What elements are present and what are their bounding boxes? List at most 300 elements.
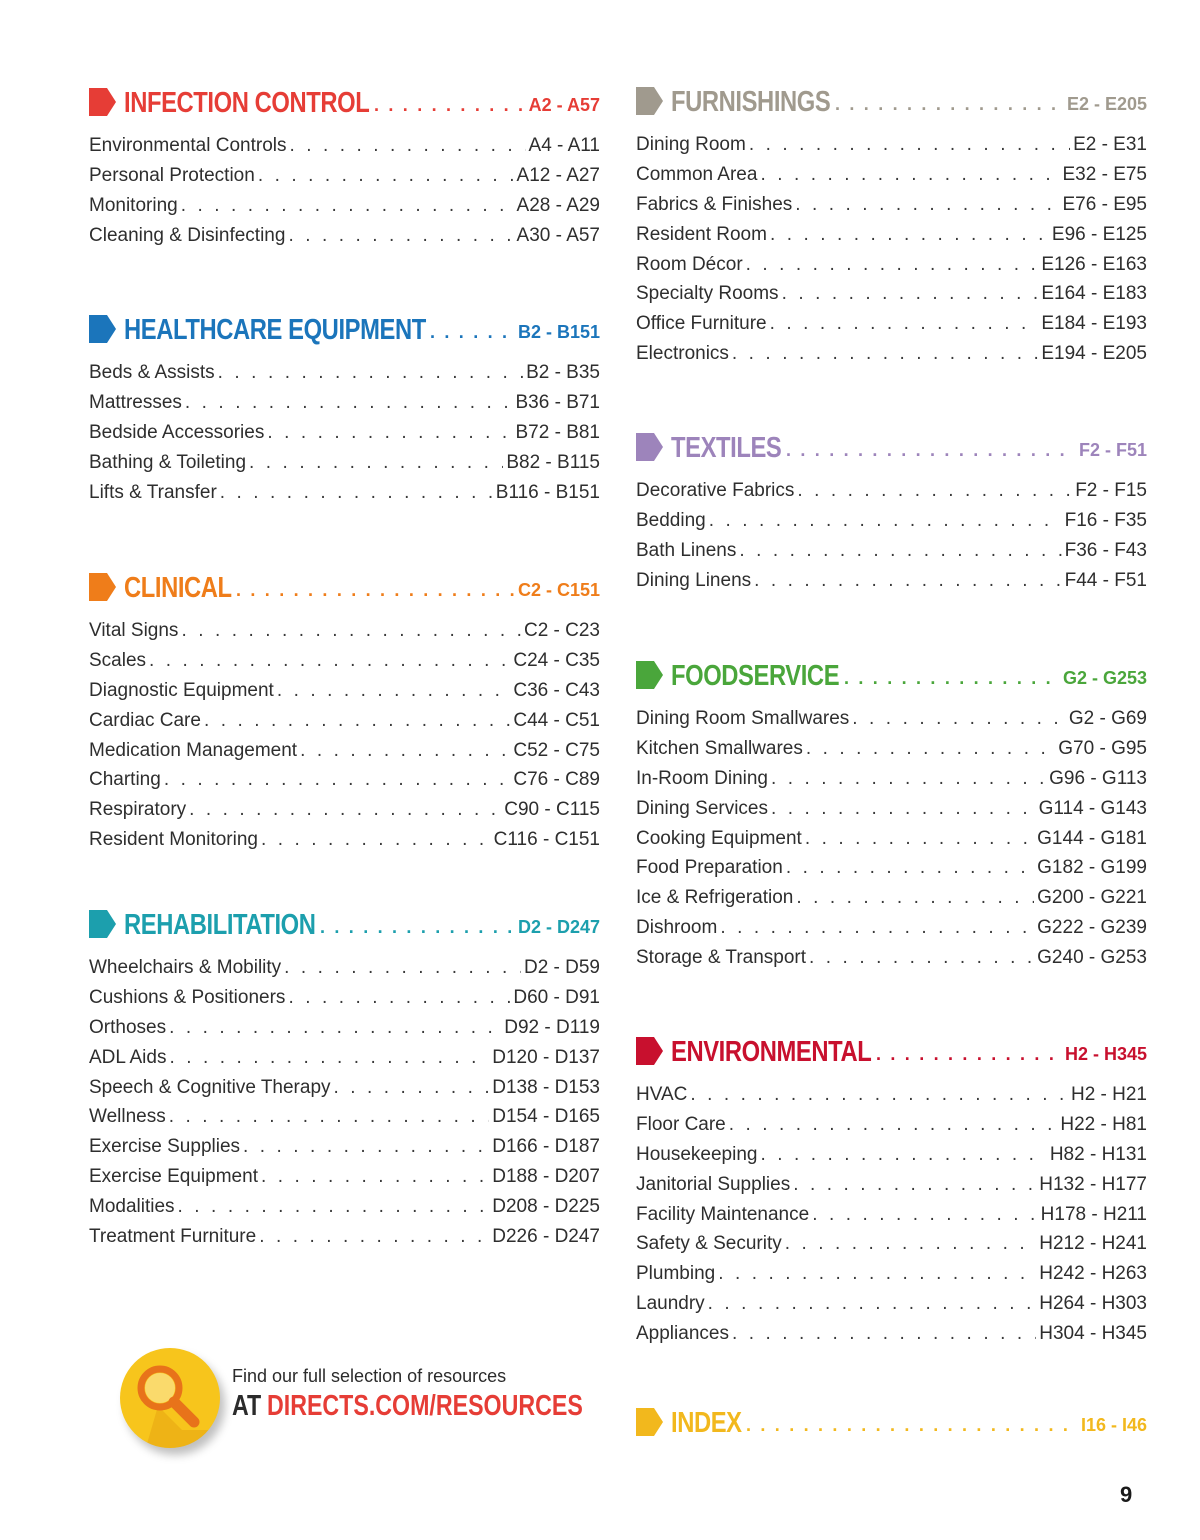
toc-item-floor-care[interactable] bbox=[636, 1110, 1147, 1140]
section-page-range: F2 - F51 bbox=[1078, 440, 1147, 460]
toc-item-page-range: D226 - D247 bbox=[492, 1226, 600, 1248]
dot-leader bbox=[267, 418, 512, 448]
toc-item-cushions-and-positioners[interactable] bbox=[89, 983, 600, 1013]
toc-item-label: Cooking Equipment bbox=[636, 827, 802, 849]
dot-leader bbox=[220, 478, 493, 508]
dot-leader bbox=[204, 706, 510, 736]
toc-item-wheelchairs-and-mobility[interactable] bbox=[89, 953, 600, 983]
toc-item-resident-monitoring[interactable] bbox=[89, 825, 600, 855]
toc-item-page-range: E194 - E205 bbox=[1041, 343, 1147, 365]
section-title-wrap bbox=[671, 659, 840, 693]
section-flag-icon bbox=[636, 433, 663, 461]
toc-item-label: Environmental Controls bbox=[89, 135, 287, 156]
section-infection-control bbox=[89, 80, 600, 251]
toc-item-page-range: A30 - A57 bbox=[516, 224, 600, 246]
toc-item-label: Speech & Cognitive Therapy bbox=[89, 1076, 331, 1098]
section-header[interactable] bbox=[89, 80, 600, 120]
dot-leader bbox=[261, 1162, 489, 1192]
dot-leader bbox=[169, 1013, 501, 1043]
toc-item-label: Facility Maintenance bbox=[636, 1203, 810, 1225]
section-healthcare-equipment bbox=[89, 307, 600, 507]
dot-leader bbox=[805, 824, 1034, 854]
dot-leader bbox=[178, 1192, 490, 1222]
toc-item-bathing-and-toileting[interactable] bbox=[89, 448, 600, 478]
toc-item-page-range: H304 - H345 bbox=[1039, 1323, 1147, 1345]
section-title: FOODSERVICE bbox=[671, 660, 840, 692]
section-item-list bbox=[636, 1080, 1147, 1349]
toc-item-label: Housekeeping bbox=[636, 1143, 758, 1165]
toc-item-laundry[interactable] bbox=[636, 1289, 1147, 1319]
dot-leader bbox=[261, 825, 491, 855]
toc-item-label: HVAC bbox=[636, 1084, 688, 1105]
toc-item-room-d-cor[interactable] bbox=[636, 250, 1147, 280]
toc-item-storage-and-transport[interactable] bbox=[636, 943, 1147, 973]
toc-item-lifts-and-transfer[interactable] bbox=[89, 478, 600, 508]
toc-item-label: Ice & Refrigeration bbox=[636, 887, 794, 909]
section-title: TEXTILES bbox=[671, 432, 782, 464]
toc-item-food-preparation[interactable] bbox=[636, 853, 1147, 883]
toc-item-label: Dishroom bbox=[636, 917, 718, 939]
toc-item-safety-and-security[interactable] bbox=[636, 1229, 1147, 1259]
toc-item-page-range: H132 - H177 bbox=[1039, 1173, 1147, 1195]
dot-leader bbox=[169, 1102, 490, 1132]
dot-leader bbox=[185, 388, 513, 418]
toc-item-vital-signs[interactable] bbox=[89, 616, 600, 646]
toc-item-dishroom[interactable] bbox=[636, 913, 1147, 943]
toc-item-bath-linens[interactable] bbox=[636, 536, 1147, 566]
section-title: INFECTION CONTROL bbox=[124, 87, 370, 119]
section-header[interactable] bbox=[636, 425, 1147, 465]
dot-leader bbox=[334, 1073, 490, 1103]
toc-item-label: Dining Linens bbox=[636, 569, 752, 591]
dot-leader bbox=[835, 93, 1063, 115]
toc-item-page-range: C116 - C151 bbox=[493, 829, 600, 851]
dot-leader bbox=[374, 94, 525, 116]
section-title: FURNISHINGS bbox=[671, 86, 831, 118]
dot-leader bbox=[218, 358, 523, 388]
toc-item-facility-maintenance[interactable] bbox=[636, 1200, 1147, 1230]
resources-at: AT bbox=[232, 1390, 262, 1422]
toc-item-page-range: E32 - E75 bbox=[1062, 163, 1147, 185]
dot-leader bbox=[718, 1259, 1036, 1289]
section-item-list bbox=[89, 358, 600, 507]
section-title-wrap bbox=[671, 1406, 742, 1440]
section-item-list bbox=[89, 953, 600, 1252]
dot-leader bbox=[786, 853, 1034, 883]
toc-item-page-range: F36 - F43 bbox=[1064, 539, 1147, 561]
toc-item-resident-room[interactable] bbox=[636, 220, 1147, 250]
section-clinical bbox=[89, 565, 600, 855]
toc-item-page-range: B2 - B35 bbox=[526, 362, 600, 383]
resources-callout[interactable] bbox=[118, 1346, 583, 1456]
toc-item-label: Modalities bbox=[89, 1196, 175, 1218]
toc-item-specialty-rooms[interactable] bbox=[636, 279, 1147, 309]
toc-item-page-range: H242 - H263 bbox=[1039, 1263, 1147, 1285]
dot-leader bbox=[300, 736, 510, 766]
toc-item-page-range: A4 - A11 bbox=[528, 135, 600, 156]
toc-item-label: Bedding bbox=[636, 509, 706, 531]
dot-leader bbox=[243, 1132, 489, 1162]
dot-leader bbox=[181, 616, 521, 646]
section-page-range: C2 - C151 bbox=[517, 580, 600, 600]
toc-item-beds-and-assists[interactable] bbox=[89, 358, 600, 388]
toc-item-label: Bathing & Toileting bbox=[89, 451, 247, 473]
toc-item-label: Storage & Transport bbox=[636, 947, 807, 969]
section-textiles bbox=[636, 425, 1147, 596]
toc-item-page-range: B36 - B71 bbox=[515, 391, 600, 413]
toc-item-label: Lifts & Transfer bbox=[89, 481, 217, 503]
toc-item-dining-linens[interactable] bbox=[636, 566, 1147, 596]
dot-leader bbox=[430, 321, 514, 343]
section-header[interactable] bbox=[636, 1029, 1147, 1069]
toc-item-page-range: G96 - G113 bbox=[1049, 767, 1147, 789]
toc-item-label: Common Area bbox=[636, 163, 758, 185]
section-page-range: I16 - I46 bbox=[1080, 1415, 1147, 1435]
section-flag-icon bbox=[89, 910, 116, 938]
toc-item-page-range: B116 - B151 bbox=[495, 481, 600, 503]
section-header[interactable] bbox=[636, 1400, 1147, 1440]
toc-item-page-range: H178 - H211 bbox=[1040, 1203, 1147, 1225]
dot-leader bbox=[770, 309, 1039, 339]
dot-leader bbox=[793, 1170, 1036, 1200]
toc-item-page-range: H212 - H241 bbox=[1039, 1233, 1147, 1255]
toc-item-page-range: C24 - C35 bbox=[513, 649, 600, 671]
section-title-wrap bbox=[124, 908, 316, 942]
section-page-range: D2 - D247 bbox=[517, 917, 600, 937]
dot-leader bbox=[277, 676, 511, 706]
toc-item-page-range: D92 - D119 bbox=[504, 1016, 600, 1038]
toc-item-medication-management[interactable] bbox=[89, 736, 600, 766]
section-environmental bbox=[636, 1029, 1147, 1349]
toc-item-office-furniture[interactable] bbox=[636, 309, 1147, 339]
dot-leader bbox=[797, 476, 1072, 506]
toc-item-modalities[interactable] bbox=[89, 1192, 600, 1222]
dot-leader bbox=[720, 913, 1034, 943]
toc-item-bedding[interactable] bbox=[636, 506, 1147, 536]
section-title-wrap bbox=[671, 1035, 872, 1069]
dot-leader bbox=[760, 1140, 1046, 1170]
toc-item-hvac[interactable] bbox=[636, 1080, 1147, 1110]
dot-leader bbox=[258, 161, 514, 191]
toc-item-page-range: C52 - C75 bbox=[513, 739, 600, 761]
dot-leader bbox=[288, 983, 510, 1013]
toc-item-monitoring[interactable] bbox=[89, 191, 600, 221]
toc-item-in-room-dining[interactable] bbox=[636, 764, 1147, 794]
toc-item-label: Specialty Rooms bbox=[636, 283, 779, 305]
section-flag-icon bbox=[89, 88, 116, 116]
dot-leader bbox=[732, 339, 1038, 369]
toc-item-cardiac-care[interactable] bbox=[89, 706, 600, 736]
toc-item-page-range: F2 - F15 bbox=[1075, 480, 1147, 501]
toc-item-label: Mattresses bbox=[89, 391, 182, 413]
dot-leader bbox=[760, 160, 1059, 190]
toc-item-fabrics-and-finishes[interactable] bbox=[636, 190, 1147, 220]
toc-item-page-range: D120 - D137 bbox=[492, 1046, 600, 1068]
section-header[interactable] bbox=[89, 565, 600, 605]
toc-item-page-range: E126 - E163 bbox=[1041, 253, 1147, 275]
toc-item-label: ADL Aids bbox=[89, 1046, 167, 1068]
toc-item-page-range: D208 - D225 bbox=[492, 1196, 600, 1218]
toc-item-page-range: H2 - H21 bbox=[1070, 1084, 1147, 1105]
toc-item-label: Dining Room bbox=[636, 134, 746, 155]
section-foodservice bbox=[636, 653, 1147, 973]
toc-item-label: Floor Care bbox=[636, 1113, 726, 1135]
toc-item-label: Resident Monitoring bbox=[89, 829, 258, 851]
dot-leader bbox=[785, 1229, 1037, 1259]
toc-item-janitorial-supplies[interactable] bbox=[636, 1170, 1147, 1200]
toc-item-page-range: H82 - H131 bbox=[1049, 1143, 1147, 1165]
section-item-list bbox=[636, 704, 1147, 973]
toc-item-page-range: C2 - C23 bbox=[523, 620, 600, 641]
page-number: 9 bbox=[1120, 1482, 1133, 1507]
section-header[interactable] bbox=[636, 79, 1147, 119]
toc-item-page-range: G2 - G69 bbox=[1068, 708, 1147, 729]
toc-item-charting[interactable] bbox=[89, 765, 600, 795]
toc-item-label: Fabrics & Finishes bbox=[636, 193, 793, 215]
toc-item-page-range: F44 - F51 bbox=[1064, 569, 1147, 591]
toc-item-speech-and-cognitive-therapy[interactable] bbox=[89, 1073, 600, 1103]
toc-item-page-range: F16 - F35 bbox=[1064, 509, 1147, 531]
toc-item-environmental-controls[interactable] bbox=[89, 131, 600, 161]
magnifying-glass-icon bbox=[120, 1348, 220, 1448]
toc-item-label: Scales bbox=[89, 649, 147, 671]
toc-item-exercise-equipment[interactable] bbox=[89, 1162, 600, 1192]
dot-leader bbox=[749, 130, 1070, 160]
toc-item-label: Diagnostic Equipment bbox=[89, 679, 274, 701]
toc-item-page-range: G240 - G253 bbox=[1037, 947, 1147, 969]
resources-text: Find our full selection of resources bbox=[232, 1366, 507, 1386]
toc-item-page-range: G70 - G95 bbox=[1058, 737, 1147, 759]
toc-item-page-range: A28 - A29 bbox=[516, 194, 600, 216]
dot-leader bbox=[795, 190, 1059, 220]
section-page-range: G2 - G253 bbox=[1062, 668, 1147, 688]
dot-leader bbox=[249, 448, 503, 478]
section-header[interactable] bbox=[89, 307, 600, 347]
toc-item-label: Food Preparation bbox=[636, 857, 783, 879]
toc-item-plumbing[interactable] bbox=[636, 1259, 1147, 1289]
section-item-list bbox=[636, 130, 1147, 369]
toc-item-label: Electronics bbox=[636, 343, 729, 365]
toc-item-label: Resident Room bbox=[636, 223, 767, 245]
dot-leader bbox=[709, 506, 1062, 536]
dot-leader bbox=[770, 220, 1049, 250]
toc-item-common-area[interactable] bbox=[636, 160, 1147, 190]
dot-leader bbox=[732, 1319, 1036, 1349]
toc-item-wellness[interactable] bbox=[89, 1102, 600, 1132]
toc-item-label: Beds & Assists bbox=[89, 362, 215, 383]
toc-item-adl-aids[interactable] bbox=[89, 1043, 600, 1073]
toc-item-page-range: C90 - C115 bbox=[504, 799, 600, 821]
dot-leader bbox=[754, 566, 1061, 596]
toc-item-page-range: C76 - C89 bbox=[513, 769, 600, 791]
dot-leader bbox=[786, 439, 1075, 461]
toc-item-label: In-Room Dining bbox=[636, 767, 768, 789]
toc-item-label: Plumbing bbox=[636, 1263, 716, 1285]
toc-item-label: Wheelchairs & Mobility bbox=[89, 957, 282, 978]
dot-leader bbox=[796, 883, 1034, 913]
toc-item-label: Dining Room Smallwares bbox=[636, 708, 850, 729]
toc-item-page-range: D154 - D165 bbox=[492, 1106, 600, 1128]
dot-leader bbox=[771, 764, 1046, 794]
toc-item-page-range: G114 - G143 bbox=[1038, 797, 1147, 819]
dot-leader bbox=[782, 279, 1039, 309]
section-page-range: B2 - B151 bbox=[517, 322, 600, 342]
toc-item-page-range: H264 - H303 bbox=[1039, 1293, 1147, 1315]
section-item-list bbox=[89, 131, 600, 251]
toc-item-label: Charting bbox=[89, 769, 161, 791]
toc-item-decorative-fabrics[interactable] bbox=[636, 476, 1147, 506]
section-index bbox=[636, 1400, 1147, 1440]
toc-item-page-range: G144 - G181 bbox=[1037, 827, 1147, 849]
toc-item-label: Bedside Accessories bbox=[89, 421, 265, 443]
toc-item-page-range: E2 - E31 bbox=[1073, 134, 1147, 155]
toc-item-label: Personal Protection bbox=[89, 164, 255, 186]
dot-leader bbox=[812, 1200, 1037, 1230]
dot-leader bbox=[746, 250, 1039, 280]
dot-leader bbox=[149, 646, 510, 676]
toc-item-label: Monitoring bbox=[89, 194, 178, 216]
toc-item-label: Cushions & Positioners bbox=[89, 986, 286, 1008]
toc-item-page-range: E76 - E95 bbox=[1062, 193, 1147, 215]
toc-item-bedside-accessories[interactable] bbox=[89, 418, 600, 448]
toc-item-page-range: D2 - D59 bbox=[523, 957, 600, 978]
section-page-range: H2 - H345 bbox=[1064, 1044, 1147, 1064]
section-item-list bbox=[89, 616, 600, 855]
dot-leader bbox=[746, 1414, 1077, 1436]
section-flag-icon bbox=[636, 87, 663, 115]
toc-item-orthoses[interactable] bbox=[89, 1013, 600, 1043]
toc-item-cooking-equipment[interactable] bbox=[636, 824, 1147, 854]
toc-item-label: Exercise Supplies bbox=[89, 1136, 241, 1158]
section-title: INDEX bbox=[671, 1407, 742, 1439]
section-item-list bbox=[636, 476, 1147, 596]
toc-item-page-range: G182 - G199 bbox=[1037, 857, 1147, 879]
section-header[interactable] bbox=[636, 653, 1147, 693]
section-page-range: E2 - E205 bbox=[1066, 94, 1147, 114]
dot-leader bbox=[284, 953, 521, 983]
toc-item-respiratory[interactable] bbox=[89, 795, 600, 825]
dot-leader bbox=[844, 667, 1059, 689]
toc-item-label: Appliances bbox=[636, 1323, 729, 1345]
toc-item-label: Laundry bbox=[636, 1293, 705, 1315]
section-title: ENVIRONMENTAL bbox=[671, 1036, 872, 1068]
toc-item-label: Exercise Equipment bbox=[89, 1166, 258, 1188]
dot-leader bbox=[189, 795, 501, 825]
section-title-wrap bbox=[671, 431, 782, 465]
toc-item-label: Room Décor bbox=[636, 253, 743, 275]
toc-item-page-range: D166 - D187 bbox=[492, 1136, 600, 1158]
toc-item-page-range: C36 - C43 bbox=[513, 679, 600, 701]
dot-leader bbox=[809, 943, 1034, 973]
toc-item-electronics[interactable] bbox=[636, 339, 1147, 369]
section-flag-icon bbox=[89, 315, 116, 343]
section-title: HEALTHCARE EQUIPMENT bbox=[124, 314, 426, 346]
toc-item-label: Orthoses bbox=[89, 1016, 167, 1038]
toc-item-mattresses[interactable] bbox=[89, 388, 600, 418]
toc-item-label: Office Furniture bbox=[636, 313, 767, 335]
dot-leader bbox=[771, 794, 1036, 824]
dot-leader bbox=[739, 536, 1061, 566]
section-title-wrap bbox=[671, 85, 831, 119]
toc-item-appliances[interactable] bbox=[636, 1319, 1147, 1349]
toc-item-ice-and-refrigeration[interactable] bbox=[636, 883, 1147, 913]
dot-leader bbox=[320, 916, 514, 938]
section-page-range: A2 - A57 bbox=[528, 95, 600, 115]
dot-leader bbox=[852, 704, 1066, 734]
toc-item-page-range: E164 - E183 bbox=[1041, 283, 1147, 305]
toc-item-cleaning-and-disinfecting[interactable] bbox=[89, 221, 600, 251]
dot-leader bbox=[806, 734, 1055, 764]
toc-item-label: Cleaning & Disinfecting bbox=[89, 224, 286, 246]
section-title-wrap bbox=[124, 86, 370, 120]
toc-item-dining-room[interactable] bbox=[636, 130, 1147, 160]
resources-url-link[interactable]: DIRECTS.COM/RESOURCES bbox=[266, 1390, 583, 1422]
dot-leader bbox=[169, 1043, 489, 1073]
toc-item-dining-services[interactable] bbox=[636, 794, 1147, 824]
toc-item-scales[interactable] bbox=[89, 646, 600, 676]
toc-item-page-range: D60 - D91 bbox=[513, 986, 600, 1008]
toc-item-page-range: C44 - C51 bbox=[513, 709, 600, 731]
toc-item-treatment-furniture[interactable] bbox=[89, 1222, 600, 1252]
section-title-wrap bbox=[124, 571, 232, 605]
section-title: CLINICAL bbox=[124, 572, 232, 604]
toc-item-label: Cardiac Care bbox=[89, 709, 201, 731]
toc-item-page-range: G222 - G239 bbox=[1037, 917, 1147, 939]
dot-leader bbox=[690, 1080, 1068, 1110]
toc-item-page-range: H22 - H81 bbox=[1060, 1113, 1147, 1135]
dot-leader bbox=[236, 579, 514, 601]
toc-item-label: Kitchen Smallwares bbox=[636, 737, 803, 759]
dot-leader bbox=[729, 1110, 1058, 1140]
dot-leader bbox=[288, 221, 513, 251]
toc-item-label: Wellness bbox=[89, 1106, 166, 1128]
toc-item-page-range: B72 - B81 bbox=[515, 421, 600, 443]
toc-item-label: Respiratory bbox=[89, 799, 187, 821]
toc-item-diagnostic-equipment[interactable] bbox=[89, 676, 600, 706]
section-rehabilitation bbox=[89, 902, 600, 1252]
toc-item-label: Bath Linens bbox=[636, 539, 737, 561]
dot-leader bbox=[181, 191, 514, 221]
dot-leader bbox=[708, 1289, 1037, 1319]
toc-item-page-range: E184 - E193 bbox=[1041, 313, 1147, 335]
resources-link-line[interactable] bbox=[232, 1390, 662, 1426]
section-flag-icon bbox=[636, 1037, 663, 1065]
section-flag-icon bbox=[636, 661, 663, 689]
dot-leader bbox=[289, 131, 525, 161]
toc-item-exercise-supplies[interactable] bbox=[89, 1132, 600, 1162]
toc-item-kitchen-smallwares[interactable] bbox=[636, 734, 1147, 764]
toc-item-housekeeping[interactable] bbox=[636, 1140, 1147, 1170]
toc-item-label: Medication Management bbox=[89, 739, 298, 761]
dot-leader bbox=[164, 765, 511, 795]
toc-item-page-range: B82 - B115 bbox=[506, 451, 600, 473]
section-title-wrap bbox=[124, 313, 426, 347]
toc-item-label: Janitorial Supplies bbox=[636, 1173, 791, 1195]
section-title: REHABILITATION bbox=[124, 909, 316, 941]
toc-item-label: Decorative Fabrics bbox=[636, 480, 795, 501]
toc-item-dining-room-smallwares[interactable] bbox=[636, 704, 1147, 734]
toc-item-label: Treatment Furniture bbox=[89, 1226, 257, 1248]
dot-leader bbox=[876, 1043, 1061, 1065]
toc-item-label: Vital Signs bbox=[89, 620, 179, 641]
toc-item-personal-protection[interactable] bbox=[89, 161, 600, 191]
toc-item-page-range: G200 - G221 bbox=[1037, 887, 1147, 909]
section-header[interactable] bbox=[89, 902, 600, 942]
section-flag-icon bbox=[89, 573, 116, 601]
toc-item-page-range: D138 - D153 bbox=[492, 1076, 600, 1098]
toc-item-label: Safety & Security bbox=[636, 1233, 782, 1255]
dot-leader bbox=[259, 1222, 489, 1252]
